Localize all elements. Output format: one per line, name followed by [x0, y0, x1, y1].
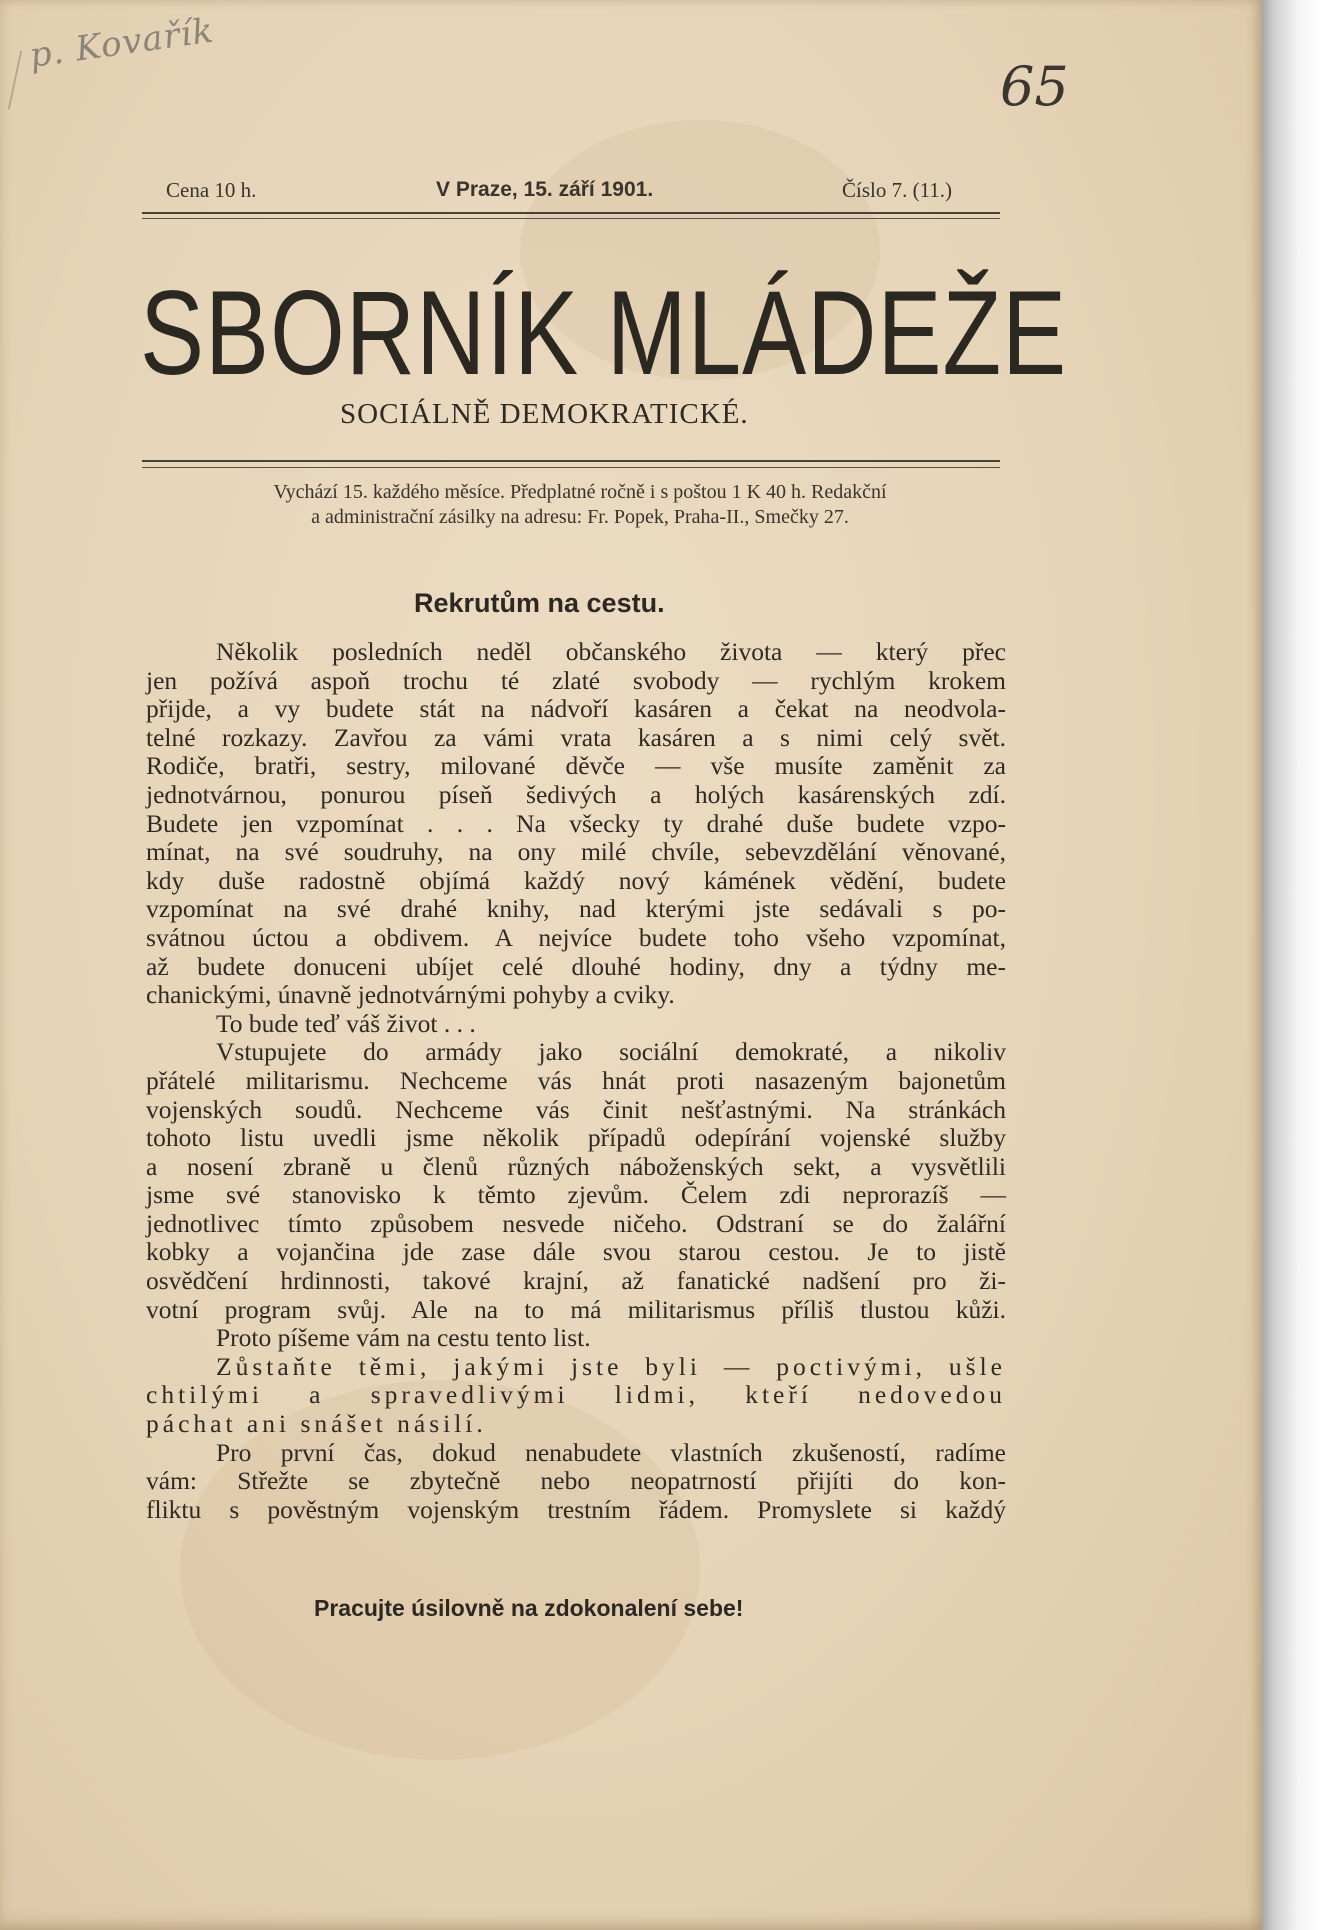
article-line: kobky a vojančina jde zase dále svou starou cestou. Je to jistě [146, 1237, 1006, 1267]
footer-slogan: Pracujte úsilovně na zdokonalení sebe! [314, 1595, 744, 1621]
masthead-rule-top-thin [142, 218, 1000, 219]
article-line: Budete jen vzpomínat . . . Na všecky ty drahé duše budete vzpo- [146, 808, 1006, 838]
article-line: přijde, a vy budete stát na nádvoří kasáren a čekat na neodvola- [146, 694, 1006, 724]
subscription-info-line: Vychází 15. každého měsíce. Předplatné ročně i s poštou 1 K 40 h. Redakční [273, 481, 887, 503]
article-line: svátnou úctou a obdivem. A nejvíce budete toho všeho vzpomínat, [146, 922, 1006, 952]
article-line: osvědčení hrdinnosti, takové krajní, až fanatické nadšení pro ži- [146, 1266, 1006, 1296]
article-line: votní program svůj. Ale na to má militarismus příliš tlustou kůži. [146, 1294, 1006, 1324]
subscription-info [155, 480, 1005, 530]
article-line: Rodiče, bratři, sestry, milované děvče — vše musíte zaměnit za [146, 751, 1006, 781]
article-line: chanickými, únavně jednotvárnými pohyby a cviky. [146, 980, 675, 1010]
article-line: jsme své stanovisko k těmto zjevům. Čelem zdi neprorazíš — [146, 1180, 1006, 1210]
article-line: kdy duše radostně objímá každý nový kámének vědění, budete [146, 865, 1006, 895]
article-line: vojenských soudů. Nechceme vás činit nešťastnými. Na stránkách [146, 1094, 1006, 1124]
article-line: chtilými a spravedlivými lidmi, kteří nedovedou [146, 1380, 1006, 1410]
article-line: vám: Střežte se zbytečně nebo neopatrností přijíti do kon- [146, 1466, 1006, 1496]
article-line: jednotvárnou, ponurou píseň šedivých a holých kasárenských zdí. [146, 779, 1006, 809]
paper-crease [8, 50, 22, 109]
article-line: telné rozkazy. Zavřou za vámi vrata kasáren a s nimi celý svět. [146, 722, 1006, 752]
article-line: a nosení zbraně u členů různých náboženských sekt, a vysvětlili [146, 1151, 1006, 1181]
issue-number: Číslo 7. (11.) [842, 178, 953, 202]
article-line: mínat, na své soudruhy, na ony milé chvíle, sebevzdělání věnované, [146, 837, 1006, 867]
newspaper-subtitle: SOCIÁLNĚ DEMOKRATICKÉ. [340, 398, 749, 430]
dateline: V Praze, 15. září 1901. [436, 178, 654, 201]
article-line: Vstupujete do armády jako sociální demokraté, a nikoliv [216, 1037, 1006, 1067]
article-line: tohoto listu uvedli jsme několik případů odepírání vojenské služby [146, 1123, 1006, 1153]
scan-background-edge [1262, 0, 1321, 1930]
handwritten-name: p. Kovařík [27, 10, 217, 76]
masthead-rule-bottom [142, 460, 1000, 462]
article-line: jednotlivec tímto způsobem nesvede ničeho. Odstraní se do žalářní [146, 1208, 1006, 1238]
article-line: To bude teď váš život . . . [216, 1008, 476, 1038]
masthead-rule-bottom-thin [142, 467, 1000, 468]
article-body [146, 638, 1006, 1524]
article-line: Zůstaňte těmi, jakými jste byli — poctivými, ušle [216, 1351, 1006, 1381]
article-line: vzpomínat na své drahé knihy, nad kterými jste sedávali s po- [146, 894, 1006, 924]
article-line: páchat ani snášet násilí. [146, 1409, 487, 1439]
article-line: přátelé militarismu. Nechceme vás hnát proti nasazeným bajonetům [146, 1065, 1006, 1095]
article-line: Několik posledních neděl občanského života — který přec [216, 637, 1006, 666]
article-line: jen požívá aspoň trochu té zlaté svobody — rychlým krokem [146, 665, 1006, 695]
article-line: až budete donuceni ubíjet celé dlouhé hodiny, dny a týdny me- [146, 951, 1006, 981]
handwritten-page-number: 65 [1000, 55, 1069, 118]
article-line: fliktu s pověstným vojenským trestním řádem. Promyslete si každý [146, 1494, 1006, 1524]
subscription-info-line: a administrační zásilky na adresu: Fr. Popek, Praha-II., Smečky 27. [311, 506, 849, 528]
article-line: Proto píšeme vám na cestu tento list. [216, 1323, 591, 1353]
article-headline: Rekrutům na cestu. [414, 588, 665, 618]
article-line: Pro první čas, dokud nenabudete vlastních zkušeností, radíme [216, 1437, 1006, 1467]
newspaper-title: SBORNÍK MLÁDEŽE [140, 266, 1068, 400]
masthead-rule-top [142, 212, 1000, 214]
price: Cena 10 h. [166, 178, 257, 202]
